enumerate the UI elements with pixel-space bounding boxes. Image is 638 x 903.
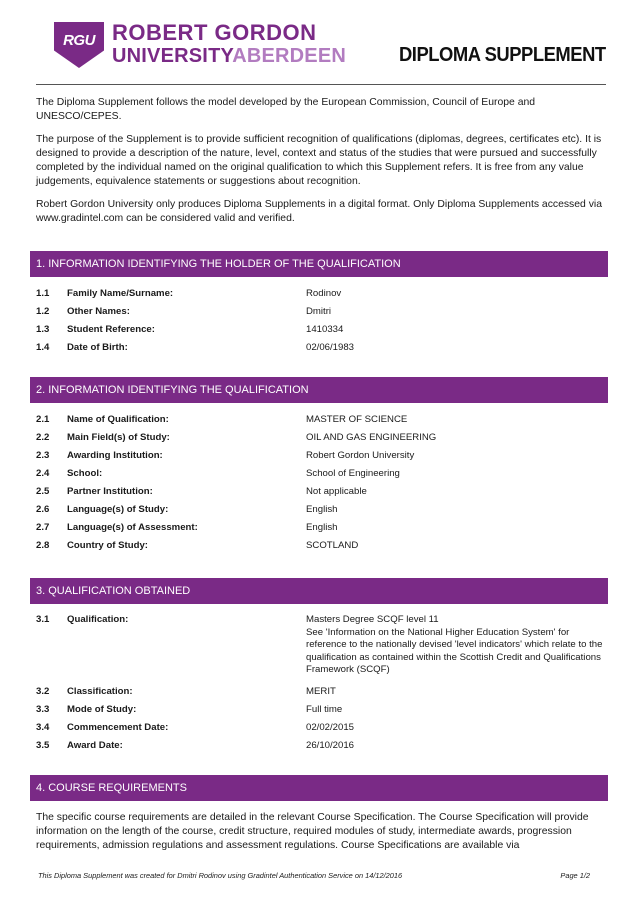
- row-number: 1.4: [36, 342, 50, 353]
- row-value: English: [306, 522, 338, 533]
- row-number: 2.3: [36, 450, 50, 461]
- row-value: OIL AND GAS ENGINEERING: [306, 432, 437, 443]
- row-value: Rodinov: [306, 288, 342, 299]
- row-label: School:: [67, 468, 103, 479]
- intro-text: [36, 96, 606, 235]
- row-value: [306, 614, 606, 677]
- row-number: 2.6: [36, 504, 50, 515]
- row-value: 02/06/1983: [306, 342, 355, 353]
- qualification-note: See 'Information on the National Higher Education System' for reference to the nationally devised 'level indicators' which relate to the qualification as contained within the Scottish Credit and Qualifications Framework (SCQF): [306, 626, 603, 675]
- row-number: 3.1: [36, 614, 50, 625]
- page-header: [0, 0, 638, 90]
- row-number: 2.1: [36, 414, 50, 425]
- table-row: [36, 704, 608, 722]
- row-value: MASTER OF SCIENCE: [306, 414, 408, 425]
- row-number: 3.5: [36, 740, 50, 751]
- row-label: Date of Birth:: [67, 342, 128, 353]
- row-number: 2.8: [36, 540, 50, 551]
- section-3-rows: [36, 614, 608, 758]
- row-value: 26/10/2016: [306, 740, 355, 751]
- row-label: Language(s) of Assessment:: [67, 522, 198, 533]
- logo-line2-university: UNIVERSITY: [112, 45, 233, 67]
- section-header-3: 3. QUALIFICATION OBTAINED: [30, 578, 608, 604]
- row-value: Full time: [306, 704, 343, 715]
- table-row: [36, 614, 608, 686]
- logo-badge-text: RGU: [63, 32, 95, 49]
- row-value: 02/02/2015: [306, 722, 355, 733]
- row-label: Language(s) of Study:: [67, 504, 169, 515]
- logo-line1: ROBERT GORDON: [112, 20, 317, 45]
- row-label: Student Reference:: [67, 324, 155, 335]
- table-row: [36, 522, 608, 540]
- row-label: Commencement Date:: [67, 722, 169, 733]
- page-number: Page 1/2: [560, 871, 590, 880]
- row-number: 1.3: [36, 324, 50, 335]
- row-label: Other Names:: [67, 306, 130, 317]
- section-1-rows: [36, 288, 608, 360]
- rgu-logo: [54, 22, 354, 68]
- table-row: [36, 686, 608, 704]
- course-requirements-text: The specific course requirements are detailed in the relevant Course Specification. The Course Specification will provide information on the length of the course, credit structure, required modules of study, intermediate awards, progression requirements, admission regulations and assessment regulations. Course Specifications are available via: [36, 812, 589, 851]
- footer-note: This Diploma Supplement was created for Dmitri Rodinov using Gradintel Authentication Service on 14/12/2016: [38, 871, 403, 880]
- table-row: [36, 540, 608, 558]
- row-number: 2.5: [36, 486, 50, 497]
- section-header-4: 4. COURSE REQUIREMENTS: [30, 775, 608, 801]
- row-value: Not applicable: [306, 486, 367, 497]
- row-label: Partner Institution:: [67, 486, 153, 497]
- table-row: [36, 504, 608, 522]
- row-value: School of Engineering: [306, 468, 400, 479]
- table-row: [36, 288, 608, 306]
- table-row: [36, 740, 608, 758]
- table-row: [36, 432, 608, 450]
- row-value: English: [306, 504, 338, 515]
- row-label: Mode of Study:: [67, 704, 137, 715]
- row-number: 1.2: [36, 306, 50, 317]
- section-2-rows: [36, 414, 608, 558]
- logo-line2: [112, 45, 346, 67]
- row-number: 3.2: [36, 686, 50, 697]
- row-label: Family Name/Surname:: [67, 288, 174, 299]
- intro-paragraph-1: The Diploma Supplement follows the model developed by the European Commission, Council of Europe and UNESCO/CEPES.: [36, 97, 536, 122]
- row-value: Dmitri: [306, 306, 332, 317]
- table-row: [36, 468, 608, 486]
- row-label: Classification:: [67, 686, 133, 697]
- table-row: [36, 722, 608, 740]
- intro-paragraph-2: The purpose of the Supplement is to provide sufficient recognition of qualifications (diplomas, degrees, certificates etc). It is designed to provide a description of the nature, level, context and status of the studies that were pursued and successfully completed by the individual named on the original qualification to which this Supplement refers. It is free from any value judgements, equivalence statements or suggestions about recognition.: [36, 134, 602, 187]
- intro-paragraph-3: Robert Gordon University only produces Diploma Supplements in a digital format. Only Diploma Supplements accessed via www.gradintel.com can be considered valid and verified.: [36, 199, 602, 224]
- row-number: 2.2: [36, 432, 50, 443]
- row-label: Qualification:: [67, 614, 129, 625]
- row-number: 2.4: [36, 468, 50, 479]
- row-number: 3.3: [36, 704, 50, 715]
- document-title: DIPLOMA SUPPLEMENT: [399, 44, 606, 66]
- qualification-value: Masters Degree SCQF level 11: [306, 614, 439, 625]
- row-label: Awarding Institution:: [67, 450, 163, 461]
- table-row: [36, 486, 608, 504]
- row-number: 2.7: [36, 522, 50, 533]
- row-number: 3.4: [36, 722, 50, 733]
- row-label: Country of Study:: [67, 540, 149, 551]
- row-label: Name of Qualification:: [67, 414, 169, 425]
- row-value: SCOTLAND: [306, 540, 359, 551]
- table-row: [36, 450, 608, 468]
- row-value: Robert Gordon University: [306, 450, 415, 461]
- table-row: [36, 342, 608, 360]
- row-value: MERIT: [306, 686, 336, 697]
- table-row: [36, 324, 608, 342]
- row-label: Main Field(s) of Study:: [67, 432, 170, 443]
- row-value: 1410334: [306, 324, 344, 335]
- section-header-2: 2. INFORMATION IDENTIFYING THE QUALIFICATION: [30, 377, 608, 403]
- row-label: Award Date:: [67, 740, 123, 751]
- table-row: [36, 306, 608, 324]
- table-row: [36, 414, 608, 432]
- section-header-1: 1. INFORMATION IDENTIFYING THE HOLDER OF THE QUALIFICATION: [30, 251, 608, 277]
- page-footer: [38, 871, 590, 880]
- header-divider: [36, 84, 606, 85]
- logo-line2-aberdeen: ABERDEEN: [232, 45, 347, 67]
- row-number: 1.1: [36, 288, 50, 299]
